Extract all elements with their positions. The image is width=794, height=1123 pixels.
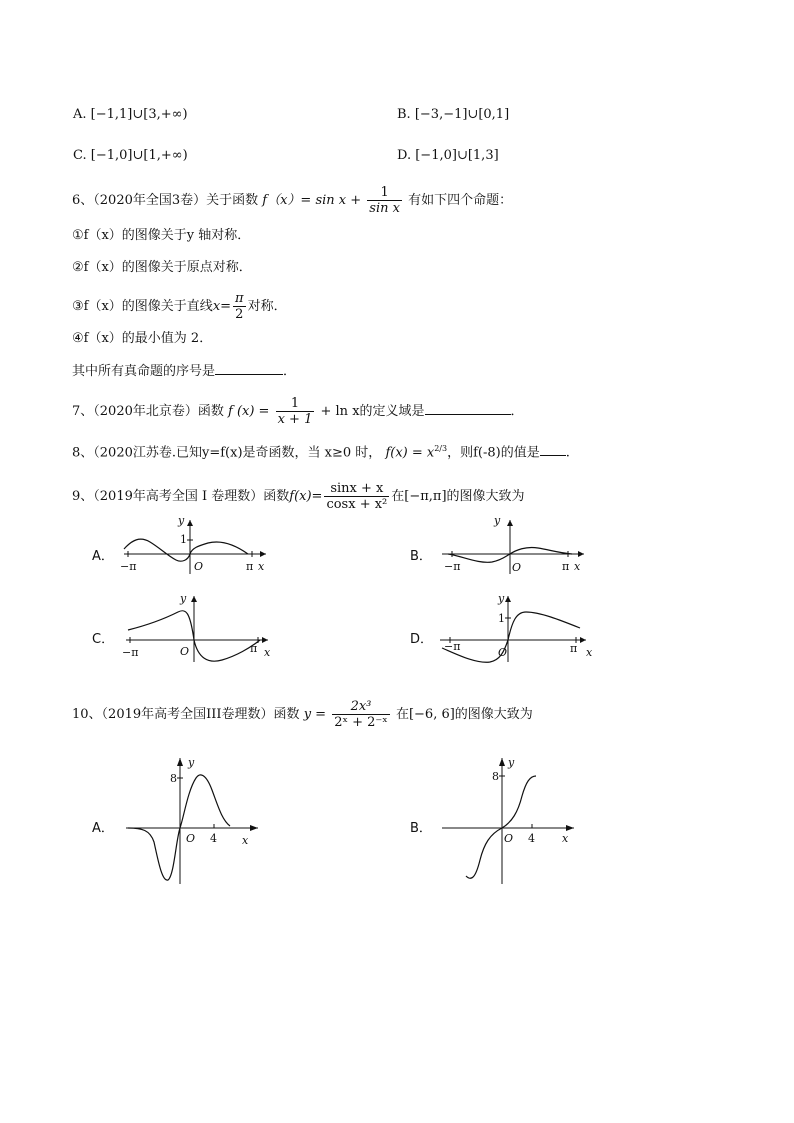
answer-blank[interactable] [215, 362, 283, 375]
q7-intro: 7、（2020年北京卷）函数 [72, 404, 224, 419]
y-label: y [494, 514, 501, 527]
curve [442, 612, 580, 662]
q9-option-a-label[interactable]: A． [92, 549, 114, 564]
fraction-numerator: 1 [276, 397, 315, 412]
q9-option-d-label[interactable]: D． [410, 632, 434, 647]
q9-graph-a[interactable] [120, 516, 270, 576]
q9-function: f(x)= [289, 489, 323, 504]
pi-label: π [570, 642, 578, 655]
y-label: y [178, 514, 185, 527]
answer-blank[interactable] [425, 402, 511, 415]
q6-proposition-2: ②f（x）的图像关于原点对称． [72, 260, 252, 275]
q6-tail: 有如下四个命题： [408, 193, 513, 208]
fraction-numerator: π [235, 291, 244, 306]
y-axis-arrow [177, 758, 183, 766]
fraction-numerator: sinx + x [324, 482, 389, 497]
q7-plus: + ln x [320, 404, 360, 419]
q6-intro: 6、（2020年全国3卷）关于函数 [72, 193, 259, 208]
fraction-denominator: cosx + x² [326, 497, 388, 512]
option-text: [−1,1]∪[3,+∞) [90, 107, 188, 122]
pi-label: π [250, 642, 258, 655]
q9-graph-b[interactable] [438, 516, 588, 576]
q10-interval: [−6, 6] [408, 707, 455, 722]
x-label: x [258, 560, 265, 573]
q6-fraction [367, 186, 402, 215]
q6-proposition-4: ④f（x）的最小值为 2． [72, 331, 213, 346]
q7-fraction [276, 397, 315, 426]
x-label: x [242, 834, 249, 847]
q9-intro: 9、（2019年高考全国 I 卷理数）函数 [72, 489, 290, 504]
p3-var: x= [212, 299, 232, 314]
q8-end: . [565, 445, 570, 461]
q5-option-b [397, 107, 509, 123]
q7-stem [72, 397, 524, 426]
q8-exponent: 2/3 [434, 444, 448, 453]
x-axis-arrow [262, 637, 268, 643]
option-label: D. [397, 148, 412, 163]
pi-label: π [562, 560, 570, 573]
pi-label: π [246, 560, 254, 573]
origin-label: O [180, 645, 190, 658]
q6-proposition-3 [72, 292, 287, 321]
q7-end: ． [510, 404, 524, 419]
p3-post: 对称． [247, 299, 287, 314]
origin-label: O [504, 832, 514, 845]
q6-proposition-1: ①f（x）的图像关于y 轴对称． [72, 228, 251, 243]
y-axis-arrow [507, 520, 513, 526]
y-axis-arrow [499, 758, 505, 766]
q8-function: f(x) = x [385, 445, 435, 461]
one-label: 1 [498, 612, 505, 625]
q5-option-d [397, 148, 499, 164]
four-label: 4 [210, 832, 217, 845]
x-axis-arrow [566, 825, 574, 831]
x-axis-arrow [578, 551, 584, 557]
x-axis-arrow [580, 637, 586, 643]
neg-pi-label: −π [444, 640, 461, 653]
fraction-numerator: 1 [367, 186, 402, 201]
answer-blank[interactable] [540, 443, 566, 456]
option-text: [−3,−1]∪[0,1] [414, 107, 510, 122]
neg-pi-label: −π [122, 646, 139, 659]
x-label: x [586, 646, 593, 659]
option-text: [−1,0]∪[1,3] [415, 148, 499, 163]
option-text: [−1,0]∪[1,+∞) [90, 148, 188, 163]
y-label: y [188, 756, 195, 769]
q9-interval: [−π,π] [404, 489, 447, 504]
fraction-denominator: 2ˣ + 2⁻ˣ [334, 715, 388, 730]
x-label: x [562, 832, 569, 845]
q6-question [72, 362, 296, 380]
q6-pi-fraction [233, 292, 246, 321]
q9-option-b-label[interactable]: B． [410, 549, 432, 564]
origin-label: O [186, 832, 196, 845]
x-axis-arrow [250, 825, 258, 831]
q10-stem [72, 700, 533, 729]
x-label: x [264, 646, 271, 659]
neg-pi-label: −π [444, 560, 461, 573]
one-label: 1 [180, 533, 187, 546]
x-axis-arrow [260, 551, 266, 557]
q8-intro: 8、（2020江苏卷.已知 [72, 445, 202, 461]
q8-stem [72, 441, 570, 461]
four-label: 4 [528, 832, 535, 845]
q8-condition: y=f(x)是奇函数，当 x≥0 时， [202, 445, 382, 461]
origin-label: O [194, 560, 204, 573]
option-label: C. [73, 148, 87, 163]
p3-pre: ③f（x）的图像关于直线 [72, 299, 213, 314]
origin-label: O [498, 646, 508, 659]
q7-tail: 的定义域是 [359, 404, 425, 419]
eight-label: 8 [170, 772, 177, 785]
q6-question-text: 其中所有真命题的序号是 [72, 364, 216, 379]
q10-graph-b[interactable] [440, 756, 580, 886]
q9-option-c-label[interactable]: C． [92, 632, 115, 647]
q9-graph-c[interactable] [122, 592, 272, 664]
q10-intro: 10、（2019年高考全国III卷理数）函数 [72, 707, 300, 722]
x-label: x [574, 560, 581, 573]
q9-tail: 的图像大致为 [446, 489, 525, 504]
fraction-numerator: 2x³ [332, 700, 390, 715]
fraction-denominator: x + 1 [277, 412, 313, 427]
q8-tail: ，则f(-8)的值是 [447, 445, 540, 461]
origin-label: O [512, 561, 522, 574]
q5-option-a [73, 107, 188, 123]
q9-fraction [324, 482, 389, 511]
q9-stem [72, 482, 525, 511]
fraction-denominator: 2 [235, 307, 244, 322]
q6-end: ． [283, 364, 297, 379]
eight-label: 8 [492, 770, 499, 783]
q6-stem [72, 186, 512, 215]
fraction-denominator: sin x [369, 201, 400, 216]
q5-option-c [73, 148, 188, 164]
q10-option-a-label[interactable]: A． [92, 821, 114, 836]
q10-graph-a[interactable] [124, 756, 264, 886]
y-label: y [498, 592, 505, 605]
q10-tail: 的图像大致为 [454, 707, 533, 722]
neg-pi-label: −π [120, 560, 137, 573]
curve [466, 776, 536, 878]
q6-function: f（x）= sin x + [262, 193, 362, 208]
q9-graph-d[interactable] [436, 592, 596, 664]
option-label: A. [73, 107, 87, 122]
q9-mid: 在 [391, 489, 405, 504]
y-axis-arrow [505, 596, 511, 602]
q10-function: y = [303, 707, 327, 722]
y-label: y [508, 756, 515, 769]
q7-function: f (x) = [228, 404, 270, 419]
q10-fraction [332, 700, 390, 729]
y-axis-arrow [187, 520, 193, 526]
q10-mid: 在 [395, 707, 409, 722]
option-label: B. [397, 107, 411, 122]
y-label: y [180, 592, 187, 605]
y-axis-arrow [191, 596, 197, 602]
q10-option-b-label[interactable]: B． [410, 821, 432, 836]
